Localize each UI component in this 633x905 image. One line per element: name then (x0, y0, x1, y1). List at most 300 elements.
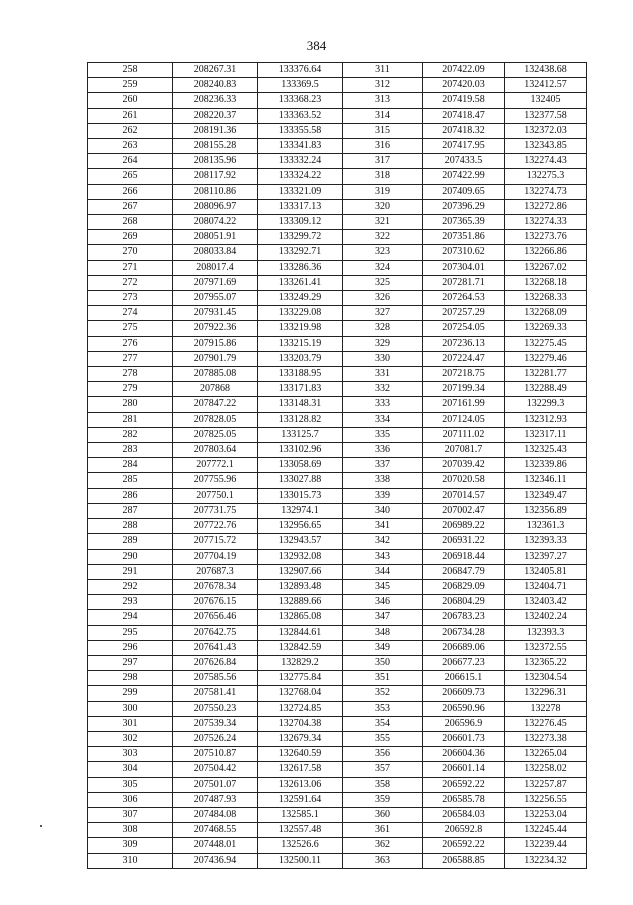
x-coordinate-cell: 208236.33 (173, 93, 258, 108)
point-number-cell: 298 (88, 671, 173, 686)
page-number: 384 (306, 38, 327, 53)
y-coordinate-cell: 132403.42 (505, 595, 587, 610)
point-number-cell: 345 (343, 579, 423, 594)
table-row (88, 123, 587, 138)
point-number-cell: 336 (343, 443, 423, 458)
y-coordinate-cell: 132829.2 (258, 655, 343, 670)
x-coordinate-cell: 207825.05 (173, 427, 258, 442)
point-number-cell: 325 (343, 275, 423, 290)
x-coordinate-cell: 206592.8 (423, 823, 505, 838)
point-number-cell: 326 (343, 291, 423, 306)
point-number-cell: 272 (88, 275, 173, 290)
point-number-cell: 356 (343, 747, 423, 762)
point-number-cell: 271 (88, 260, 173, 275)
x-coordinate-cell: 207626.84 (173, 655, 258, 670)
y-coordinate-cell: 132405 (505, 93, 587, 108)
point-number-cell: 331 (343, 367, 423, 382)
table-row (88, 367, 587, 382)
point-number-cell: 344 (343, 564, 423, 579)
x-coordinate-cell: 208135.96 (173, 154, 258, 169)
point-number-cell: 310 (88, 853, 173, 868)
table-row (88, 823, 587, 838)
point-number-cell: 303 (88, 747, 173, 762)
y-coordinate-cell: 132405.81 (505, 564, 587, 579)
table-row (88, 78, 587, 93)
point-number-cell: 334 (343, 412, 423, 427)
x-coordinate-cell: 207236.13 (423, 336, 505, 351)
point-number-cell: 343 (343, 549, 423, 564)
table-row (88, 777, 587, 792)
y-coordinate-cell: 132393.3 (505, 625, 587, 640)
y-coordinate-cell: 132349.47 (505, 488, 587, 503)
y-coordinate-cell: 132281.77 (505, 367, 587, 382)
point-number-cell: 302 (88, 731, 173, 746)
y-coordinate-cell: 133309.12 (258, 215, 343, 230)
x-coordinate-cell: 207020.58 (423, 473, 505, 488)
point-number-cell: 313 (343, 93, 423, 108)
point-number-cell: 359 (343, 792, 423, 807)
y-coordinate-cell: 132393.33 (505, 534, 587, 549)
y-coordinate-cell: 133376.64 (258, 63, 343, 78)
point-number-cell: 263 (88, 139, 173, 154)
point-number-cell: 261 (88, 108, 173, 123)
y-coordinate-cell: 132343.85 (505, 139, 587, 154)
point-number-cell: 324 (343, 260, 423, 275)
x-coordinate-cell: 207510.87 (173, 747, 258, 762)
x-coordinate-cell: 206783.23 (423, 610, 505, 625)
x-coordinate-cell: 207484.08 (173, 807, 258, 822)
table-row (88, 245, 587, 260)
table-row (88, 93, 587, 108)
y-coordinate-cell: 132956.65 (258, 519, 343, 534)
y-coordinate-cell: 132269.33 (505, 321, 587, 336)
table-row (88, 655, 587, 670)
point-number-cell: 315 (343, 123, 423, 138)
y-coordinate-cell: 132893.48 (258, 579, 343, 594)
point-number-cell: 348 (343, 625, 423, 640)
y-coordinate-cell: 132288.49 (505, 382, 587, 397)
y-coordinate-cell: 133368.23 (258, 93, 343, 108)
y-coordinate-cell: 132257.87 (505, 777, 587, 792)
x-coordinate-cell: 207501.07 (173, 777, 258, 792)
x-coordinate-cell: 206592.22 (423, 777, 505, 792)
table-row (88, 382, 587, 397)
x-coordinate-cell: 206918.44 (423, 549, 505, 564)
x-coordinate-cell: 207257.29 (423, 306, 505, 321)
table-row (88, 139, 587, 154)
x-coordinate-cell: 207931.45 (173, 306, 258, 321)
point-number-cell: 351 (343, 671, 423, 686)
table-row (88, 549, 587, 564)
table-row (88, 519, 587, 534)
x-coordinate-cell: 207687.3 (173, 564, 258, 579)
point-number-cell: 322 (343, 230, 423, 245)
table-row (88, 595, 587, 610)
point-number-cell: 276 (88, 336, 173, 351)
x-coordinate-cell: 207772.1 (173, 458, 258, 473)
x-coordinate-cell: 207351.86 (423, 230, 505, 245)
x-coordinate-cell: 206689.06 (423, 640, 505, 655)
x-coordinate-cell: 208096.97 (173, 199, 258, 214)
x-coordinate-cell: 207885.08 (173, 367, 258, 382)
x-coordinate-cell: 207731.75 (173, 503, 258, 518)
point-number-cell: 352 (343, 686, 423, 701)
x-coordinate-cell: 207111.02 (423, 427, 505, 442)
point-number-cell: 304 (88, 762, 173, 777)
point-number-cell: 323 (343, 245, 423, 260)
y-coordinate-cell: 132361.3 (505, 519, 587, 534)
x-coordinate-cell: 207417.95 (423, 139, 505, 154)
x-coordinate-cell: 207433.5 (423, 154, 505, 169)
y-coordinate-cell: 132404.71 (505, 579, 587, 594)
y-coordinate-cell: 133332.24 (258, 154, 343, 169)
x-coordinate-cell: 207656.46 (173, 610, 258, 625)
x-coordinate-cell: 207750.1 (173, 488, 258, 503)
x-coordinate-cell: 207419.58 (423, 93, 505, 108)
y-coordinate-cell: 132258.02 (505, 762, 587, 777)
x-coordinate-cell: 207504.42 (173, 762, 258, 777)
y-coordinate-cell: 132274.33 (505, 215, 587, 230)
x-coordinate-cell: 207002.47 (423, 503, 505, 518)
y-coordinate-cell: 133355.58 (258, 123, 343, 138)
x-coordinate-cell: 207487.93 (173, 792, 258, 807)
table-row (88, 184, 587, 199)
x-coordinate-cell: 207124.05 (423, 412, 505, 427)
table-row (88, 291, 587, 306)
y-coordinate-cell: 132704.38 (258, 716, 343, 731)
x-coordinate-cell: 208033.84 (173, 245, 258, 260)
point-number-cell: 317 (343, 154, 423, 169)
y-coordinate-cell: 133219.98 (258, 321, 343, 336)
x-coordinate-cell: 208240.83 (173, 78, 258, 93)
table-row (88, 792, 587, 807)
y-coordinate-cell: 132266.86 (505, 245, 587, 260)
y-coordinate-cell: 132279.46 (505, 351, 587, 366)
y-coordinate-cell: 132377.58 (505, 108, 587, 123)
y-coordinate-cell: 132372.03 (505, 123, 587, 138)
point-number-cell: 340 (343, 503, 423, 518)
table-row (88, 534, 587, 549)
x-coordinate-cell: 208155.28 (173, 139, 258, 154)
y-coordinate-cell: 132312.93 (505, 412, 587, 427)
table-row (88, 853, 587, 868)
y-coordinate-cell: 133292.71 (258, 245, 343, 260)
x-coordinate-cell: 206585.78 (423, 792, 505, 807)
coordinates-table (87, 62, 587, 869)
x-coordinate-cell: 207828.05 (173, 412, 258, 427)
x-coordinate-cell: 207641.43 (173, 640, 258, 655)
y-coordinate-cell: 132273.76 (505, 230, 587, 245)
y-coordinate-cell: 132932.08 (258, 549, 343, 564)
table-row (88, 199, 587, 214)
y-coordinate-cell: 133128.82 (258, 412, 343, 427)
table-row (88, 215, 587, 230)
table-row (88, 807, 587, 822)
point-number-cell: 321 (343, 215, 423, 230)
y-coordinate-cell: 132267.02 (505, 260, 587, 275)
x-coordinate-cell: 207847.22 (173, 397, 258, 412)
y-coordinate-cell: 132317.11 (505, 427, 587, 442)
x-coordinate-cell: 207550.23 (173, 701, 258, 716)
y-coordinate-cell: 132585.1 (258, 807, 343, 822)
point-number-cell: 291 (88, 564, 173, 579)
y-coordinate-cell: 132239.44 (505, 838, 587, 853)
x-coordinate-cell: 208267.31 (173, 63, 258, 78)
point-number-cell: 260 (88, 93, 173, 108)
x-coordinate-cell: 207642.75 (173, 625, 258, 640)
y-coordinate-cell: 132724.85 (258, 701, 343, 716)
y-coordinate-cell: 132844.61 (258, 625, 343, 640)
y-coordinate-cell: 132943.57 (258, 534, 343, 549)
point-number-cell: 347 (343, 610, 423, 625)
table-row (88, 63, 587, 78)
table-row (88, 579, 587, 594)
x-coordinate-cell: 207468.55 (173, 823, 258, 838)
point-number-cell: 353 (343, 701, 423, 716)
point-number-cell: 259 (88, 78, 173, 93)
y-coordinate-cell: 132339.86 (505, 458, 587, 473)
table-row (88, 625, 587, 640)
y-coordinate-cell: 133027.88 (258, 473, 343, 488)
table-row (88, 321, 587, 336)
point-number-cell: 341 (343, 519, 423, 534)
x-coordinate-cell: 207264.53 (423, 291, 505, 306)
point-number-cell: 295 (88, 625, 173, 640)
x-coordinate-cell: 207218.75 (423, 367, 505, 382)
y-coordinate-cell: 132842.59 (258, 640, 343, 655)
point-number-cell: 301 (88, 716, 173, 731)
point-number-cell: 266 (88, 184, 173, 199)
point-number-cell: 309 (88, 838, 173, 853)
table-row (88, 671, 587, 686)
x-coordinate-cell: 207409.65 (423, 184, 505, 199)
table-row (88, 275, 587, 290)
y-coordinate-cell: 132234.32 (505, 853, 587, 868)
point-number-cell: 258 (88, 63, 173, 78)
y-coordinate-cell: 132500.11 (258, 853, 343, 868)
table-row (88, 716, 587, 731)
x-coordinate-cell: 208110.86 (173, 184, 258, 199)
point-number-cell: 335 (343, 427, 423, 442)
y-coordinate-cell: 132613.06 (258, 777, 343, 792)
y-coordinate-cell: 132299.3 (505, 397, 587, 412)
x-coordinate-cell: 206592.22 (423, 838, 505, 853)
y-coordinate-cell: 133363.52 (258, 108, 343, 123)
y-coordinate-cell: 132265.04 (505, 747, 587, 762)
y-coordinate-cell: 133249.29 (258, 291, 343, 306)
x-coordinate-cell: 207281.71 (423, 275, 505, 290)
y-coordinate-cell: 133261.41 (258, 275, 343, 290)
point-number-cell: 264 (88, 154, 173, 169)
point-number-cell: 286 (88, 488, 173, 503)
table-row (88, 731, 587, 746)
y-coordinate-cell: 133369.5 (258, 78, 343, 93)
x-coordinate-cell: 207310.62 (423, 245, 505, 260)
point-number-cell: 314 (343, 108, 423, 123)
x-coordinate-cell: 207081.7 (423, 443, 505, 458)
point-number-cell: 281 (88, 412, 173, 427)
y-coordinate-cell: 132557.48 (258, 823, 343, 838)
point-number-cell: 287 (88, 503, 173, 518)
y-coordinate-cell: 133148.31 (258, 397, 343, 412)
x-coordinate-cell: 207418.47 (423, 108, 505, 123)
y-coordinate-cell: 133058.69 (258, 458, 343, 473)
x-coordinate-cell: 207915.86 (173, 336, 258, 351)
y-coordinate-cell: 132438.68 (505, 63, 587, 78)
y-coordinate-cell: 132640.59 (258, 747, 343, 762)
table-row (88, 336, 587, 351)
x-coordinate-cell: 206847.79 (423, 564, 505, 579)
point-number-cell: 279 (88, 382, 173, 397)
table-row (88, 503, 587, 518)
y-coordinate-cell: 132274.43 (505, 154, 587, 169)
table-row (88, 397, 587, 412)
point-number-cell: 285 (88, 473, 173, 488)
x-coordinate-cell: 206590.96 (423, 701, 505, 716)
y-coordinate-cell: 132256.55 (505, 792, 587, 807)
y-coordinate-cell: 132268.18 (505, 275, 587, 290)
y-coordinate-cell: 132907.66 (258, 564, 343, 579)
point-number-cell: 350 (343, 655, 423, 670)
point-number-cell: 269 (88, 230, 173, 245)
x-coordinate-cell: 206804.29 (423, 595, 505, 610)
y-coordinate-cell: 133324.22 (258, 169, 343, 184)
x-coordinate-cell: 207755.96 (173, 473, 258, 488)
point-number-cell: 333 (343, 397, 423, 412)
point-number-cell: 292 (88, 579, 173, 594)
point-number-cell: 284 (88, 458, 173, 473)
point-number-cell: 299 (88, 686, 173, 701)
y-coordinate-cell: 132275.3 (505, 169, 587, 184)
point-number-cell: 265 (88, 169, 173, 184)
coordinates-table-body (88, 63, 587, 869)
table-row (88, 762, 587, 777)
point-number-cell: 289 (88, 534, 173, 549)
x-coordinate-cell: 207715.72 (173, 534, 258, 549)
point-number-cell: 318 (343, 169, 423, 184)
x-coordinate-cell: 207448.01 (173, 838, 258, 853)
table-row (88, 169, 587, 184)
y-coordinate-cell: 132253.04 (505, 807, 587, 822)
y-coordinate-cell: 133188.95 (258, 367, 343, 382)
table-row (88, 610, 587, 625)
x-coordinate-cell: 207901.79 (173, 351, 258, 366)
point-number-cell: 280 (88, 397, 173, 412)
stray-mark (40, 825, 42, 827)
table-row (88, 488, 587, 503)
point-number-cell: 296 (88, 640, 173, 655)
point-number-cell: 293 (88, 595, 173, 610)
x-coordinate-cell: 207803.64 (173, 443, 258, 458)
x-coordinate-cell: 206609.73 (423, 686, 505, 701)
y-coordinate-cell: 132276.45 (505, 716, 587, 731)
x-coordinate-cell: 208074.22 (173, 215, 258, 230)
point-number-cell: 267 (88, 199, 173, 214)
point-number-cell: 270 (88, 245, 173, 260)
point-number-cell: 360 (343, 807, 423, 822)
table-row (88, 306, 587, 321)
y-coordinate-cell: 132274.73 (505, 184, 587, 199)
point-number-cell: 357 (343, 762, 423, 777)
y-coordinate-cell: 132273.38 (505, 731, 587, 746)
table-row (88, 686, 587, 701)
x-coordinate-cell: 208017.4 (173, 260, 258, 275)
x-coordinate-cell: 207224.47 (423, 351, 505, 366)
point-number-cell: 362 (343, 838, 423, 853)
x-coordinate-cell: 207396.29 (423, 199, 505, 214)
y-coordinate-cell: 132397.27 (505, 549, 587, 564)
y-coordinate-cell: 132865.08 (258, 610, 343, 625)
point-number-cell: 288 (88, 519, 173, 534)
x-coordinate-cell: 208117.92 (173, 169, 258, 184)
table-row (88, 230, 587, 245)
x-coordinate-cell: 207539.34 (173, 716, 258, 731)
x-coordinate-cell: 206604.36 (423, 747, 505, 762)
point-number-cell: 274 (88, 306, 173, 321)
point-number-cell: 305 (88, 777, 173, 792)
point-number-cell: 316 (343, 139, 423, 154)
point-number-cell: 300 (88, 701, 173, 716)
x-coordinate-cell: 208220.37 (173, 108, 258, 123)
x-coordinate-cell: 207436.94 (173, 853, 258, 868)
point-number-cell: 268 (88, 215, 173, 230)
x-coordinate-cell: 207676.15 (173, 595, 258, 610)
point-number-cell: 355 (343, 731, 423, 746)
point-number-cell: 307 (88, 807, 173, 822)
point-number-cell: 330 (343, 351, 423, 366)
y-coordinate-cell: 132356.89 (505, 503, 587, 518)
point-number-cell: 308 (88, 823, 173, 838)
y-coordinate-cell: 132974.1 (258, 503, 343, 518)
y-coordinate-cell: 133299.72 (258, 230, 343, 245)
x-coordinate-cell: 207304.01 (423, 260, 505, 275)
x-coordinate-cell: 206931.22 (423, 534, 505, 549)
table-row (88, 640, 587, 655)
x-coordinate-cell: 207420.03 (423, 78, 505, 93)
y-coordinate-cell: 132245.44 (505, 823, 587, 838)
x-coordinate-cell: 207526.24 (173, 731, 258, 746)
y-coordinate-cell: 132365.22 (505, 655, 587, 670)
point-number-cell: 262 (88, 123, 173, 138)
y-coordinate-cell: 132889.66 (258, 595, 343, 610)
point-number-cell: 294 (88, 610, 173, 625)
point-number-cell: 328 (343, 321, 423, 336)
table-row (88, 838, 587, 853)
x-coordinate-cell: 206734.28 (423, 625, 505, 640)
y-coordinate-cell: 132268.33 (505, 291, 587, 306)
x-coordinate-cell: 206601.73 (423, 731, 505, 746)
x-coordinate-cell: 207422.99 (423, 169, 505, 184)
x-coordinate-cell: 206829.09 (423, 579, 505, 594)
x-coordinate-cell: 207722.76 (173, 519, 258, 534)
table-row (88, 458, 587, 473)
x-coordinate-cell: 207585.56 (173, 671, 258, 686)
table-row (88, 473, 587, 488)
point-number-cell: 290 (88, 549, 173, 564)
table-row (88, 564, 587, 579)
x-coordinate-cell: 207254.05 (423, 321, 505, 336)
x-coordinate-cell: 206615.1 (423, 671, 505, 686)
y-coordinate-cell: 132526.6 (258, 838, 343, 853)
y-coordinate-cell: 133321.09 (258, 184, 343, 199)
x-coordinate-cell: 208191.36 (173, 123, 258, 138)
y-coordinate-cell: 133286.36 (258, 260, 343, 275)
x-coordinate-cell: 206596.9 (423, 716, 505, 731)
table-row (88, 701, 587, 716)
x-coordinate-cell: 207678.34 (173, 579, 258, 594)
y-coordinate-cell: 133215.19 (258, 336, 343, 351)
table-row (88, 747, 587, 762)
